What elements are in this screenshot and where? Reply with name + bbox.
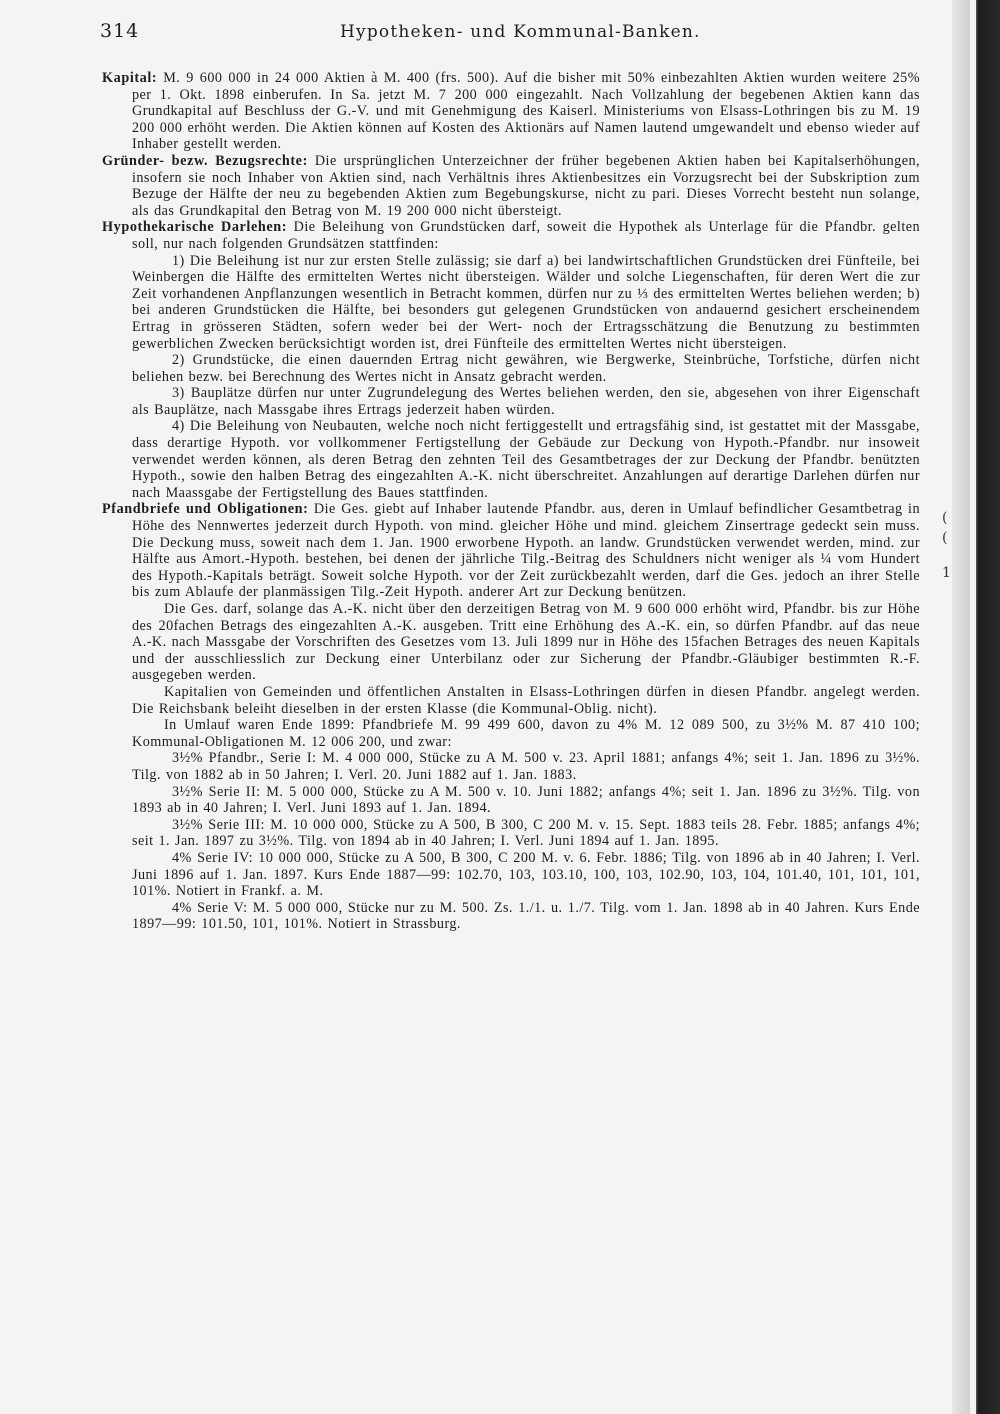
page-number: 314 [100,20,140,42]
section-heading: Kapital: [102,70,158,86]
margin-mark: ( [942,510,948,526]
list-item: 2) Grundstücke, die einen dauernden Ertrag nicht gewähren, wie Bergwerke, Steinbrüche, Torfstiche, dürfen nicht beliehen bezw. bei Berechnung des Wertes nicht in Ansatz gebracht werden. [132,352,920,385]
list-item: 1) Die Beleihung ist nur zur ersten Stelle zulässig; sie darf a) bei landwirtschaftlichen Grundstücken drei Fünfteile, bei Weinbergen die Hälfte des ermittelten Wertes nicht übersteigen. Wälder und solche Liegenschaften, für deren Wert die zur Zeit vorhandenen Anpflanzungen wesentlich in Betracht kommen, dürfen nur zu ⅓ des ermittelten Wertes beliehen werden; b) bei anderen Grundstücken die Hälfte, bei besonders gut gelegenen Grundstücken von andauernd gesichert erscheinendem Ertrag in grösseren Städten, sofern weder bei der Wert- noch der Ertragsschätzung die Benutzung zu bestimmten gewerblichen Zwecken berücksichtigt worden ist, drei Fünfteile des ermittelten Wertes nicht übersteigen. [132,252,920,352]
margin-mark: 1 [942,565,951,581]
section-pfandbriefe [102,501,920,601]
paragraph: 4% Serie V: M. 5 000 000, Stücke nur zu M. 500. Zs. 1./1. u. 1./7. Tilg. vom 1. Jan. 1898 ab in 40 Jahren. Kurs Ende 1897—99: 101.50, 101, 101%. Notiert in Strassburg. [132,899,920,933]
paragraph: 3½% Serie II: M. 5 000 000, Stücke zu A M. 500 v. 10. Juni 1882; anfangs 4%; seit 1. Jan. 1896 zu 3½%. Tilg. von 1893 ab in 40 Jahren; I. Verl. Juni 1893 auf 1. Jan. 1894. [132,783,920,817]
section-darlehen [102,219,921,252]
paragraph: In Umlauf waren Ende 1899: Pfandbriefe M. 99 499 600, davon zu 4% M. 12 089 500, zu 3½% M. 87 410 100; Kommunal-Obligationen M. 12 006 200, und zwar: [132,717,920,750]
list-item: 3) Bauplätze dürfen nur unter Zugrundelegung des Wertes beliehen werden, den sie, abgesehen von ihrer Eigenschaft als Bauplätze, nach Massgabe ihres Ertrags jederzeit haben würden. [132,385,920,418]
page-body [102,70,921,933]
section-gruender [102,152,920,219]
paragraph: 3½% Pfandbr., Serie I: M. 4 000 000, Stücke zu A M. 500 v. 23. April 1881; anfangs 4%; seit 1. Jan. 1896 zu 3½%. Tilg. von 1882 ab in 50 Jahren; I. Verl. 20. Juni 1882 auf 1. Jan. 1883. [132,750,920,783]
page-header [100,20,920,52]
section-kapital [102,70,920,153]
section-heading: Gründer- bezw. Bezugsrechte: [102,152,308,169]
page-binding-edge [952,0,1000,1414]
paragraph: 4% Serie IV: 10 000 000, Stücke zu A 500, B 300, C 200 M. v. 6. Febr. 1886; Tilg. von 1896 ab in 40 Jahren; I. Verl. Juni 1896 auf 1. Jan. 1897. Kurs Ende 1887—99: 102.70, 103, 103.10, 100, 103, 102.90, 103, 104, 101.40, 101, 101, 101, 101%. Notiert in Frankf. a. M. [132,849,920,900]
paragraph: 3½% Serie III: M. 10 000 000, Stücke zu A 500, B 300, C 200 M. v. 15. Sept. 1883 teils 28. Febr. 1885; anfangs 4%; seit 1. Jan. 1897 zu 3½%. Tilg. von 1894 ab in 40 Jahren; I. Verl. Juni 1894 auf 1. Jan. 1895. [132,816,920,850]
section-heading: Hypothekarische Darlehen: [102,219,288,236]
paragraph: Kapitalien von Gemeinden und öffentlichen Anstalten in Elsass-Lothringen dürfen in diesen Pfandbr. angelegt werden. Die Reichsbank beleiht dieselben in der ersten Klasse (die Kommunal-Oblig. nicht). [132,683,920,717]
section-text: Die Beleihung von Grundstücken darf, soweit die Hypothek als Unterlage für die Pfandbr. gelten soll, nur nach folgenden Grundsätzen stattfinden: [132,219,921,252]
section-heading: Pfandbriefe und Obligationen: [102,501,309,518]
section-text: M. 9 600 000 in 24 000 Aktien à M. 400 (frs. 500). Auf die bisher mit 50% einbezahlten Aktien wurden weitere 25% per 1. Okt. 1898 einberufen. In Sa. jetzt M. 7 200 000 eingezahlt. Nach Vollzahlung der begebenen Aktien kann das Grundkapital auf Beschluss der G.-V. und mit Genehmigung des Kaiserl. Ministeriums von Elsass-Lothringen bis zu M. 19 200 000 erhöht werden. Die Aktien können auf Kosten des Aktionärs auf Namen lautend umgewandelt und ebenso wieder auf Inhaber gestellt werden. [132,70,920,153]
section-text: Die ursprünglichen Unterzeichner der früher begebenen Aktien haben bei Kapitalserhöhungen, insofern sie noch Inhaber von Aktien sind, nach Verhältnis ihres Aktienbesitzes ein Vorzugsrecht bei der Subskription zum Bezuge der Hälfte der neu zu begebenden Aktien zum Begebungskurse, nicht zu pari. Dieses Vorrecht besteht nun solange, als das Grundkapital den Betrag von M. 19 200 000 nicht übersteigt. [132,152,920,219]
section-text: Die Ges. giebt auf Inhaber lautende Pfandbr. aus, deren in Umlauf befindlicher Gesamtbetrag in Höhe des Nennwertes jederzeit durch Hypoth. von mind. gleicher Höhe und mind. gleichem Zinsertrage gedeckt sein muss. Die Deckung muss, soweit nach dem 1. Jan. 1900 erworbene Hypoth. an landw. Grundstücken verwendet werden, mind. zur Hälfte aus Amort.-Hypoth. bestehen, bei denen der jährliche Tilg.-Beitrag des Schuldners nicht weniger als ¼ vom Hundert des Hypoth.-Kapitals beträgt. Soweit solche Hypoth. vor der Zeit zurückbezahlt werden, darf die Ges. jedoch an ihrer Stelle bis zum Ablaufe der planmässigen Tilg.-Zeit Hypoth. anderer Art zur Deckung benützen. [132,501,920,601]
running-head: Hypotheken- und Kommunal-Banken. [340,22,701,42]
margin-mark: ( [942,530,948,546]
paragraph: Die Ges. darf, solange das A.-K. nicht über den derzeitigen Betrag von M. 9 600 000 erhöht wird, Pfandbr. bis zur Höhe des 20fachen Betrags des eingezahlten A.-K. ausgeben. Tritt eine Erhöhung des A.-K. ein, so dürfen Pfandbr. auf das neue A.-K. nach Massgabe der Vorschriften des Gesetzes vom 13. Juli 1899 nur in Höhe des 15fachen Betrages des neuen Kapitals und der ausschliesslich zur Deckung einer Unterbilanz oder zur Sicherung der Pfandbr.-Gläubiger bestimmten R.-F. ausgegeben werden. [132,601,920,684]
list-item: 4) Die Beleihung von Neubauten, welche noch nicht fertiggestellt und ertragsfähig sind, ist gestattet mit der Massgabe, dass derartige Hypoth. vor vollkommener Fertigstellung der Gebäude zur Deckung von Hypoth.-Pfandbr. nur insoweit verwendet werden können, als deren Betrag den zehnten Teil des Gesamtbetrages der zur Deckung der Pfandbr. benützten Hypoth., sowie den halben Betrag des eingezahlten A.-K. nicht überschreitet. Anzahlungen auf derartige Darlehen dürfen nur nach Maassgabe der Fertigstellung des Baues stattfinden. [132,418,920,501]
